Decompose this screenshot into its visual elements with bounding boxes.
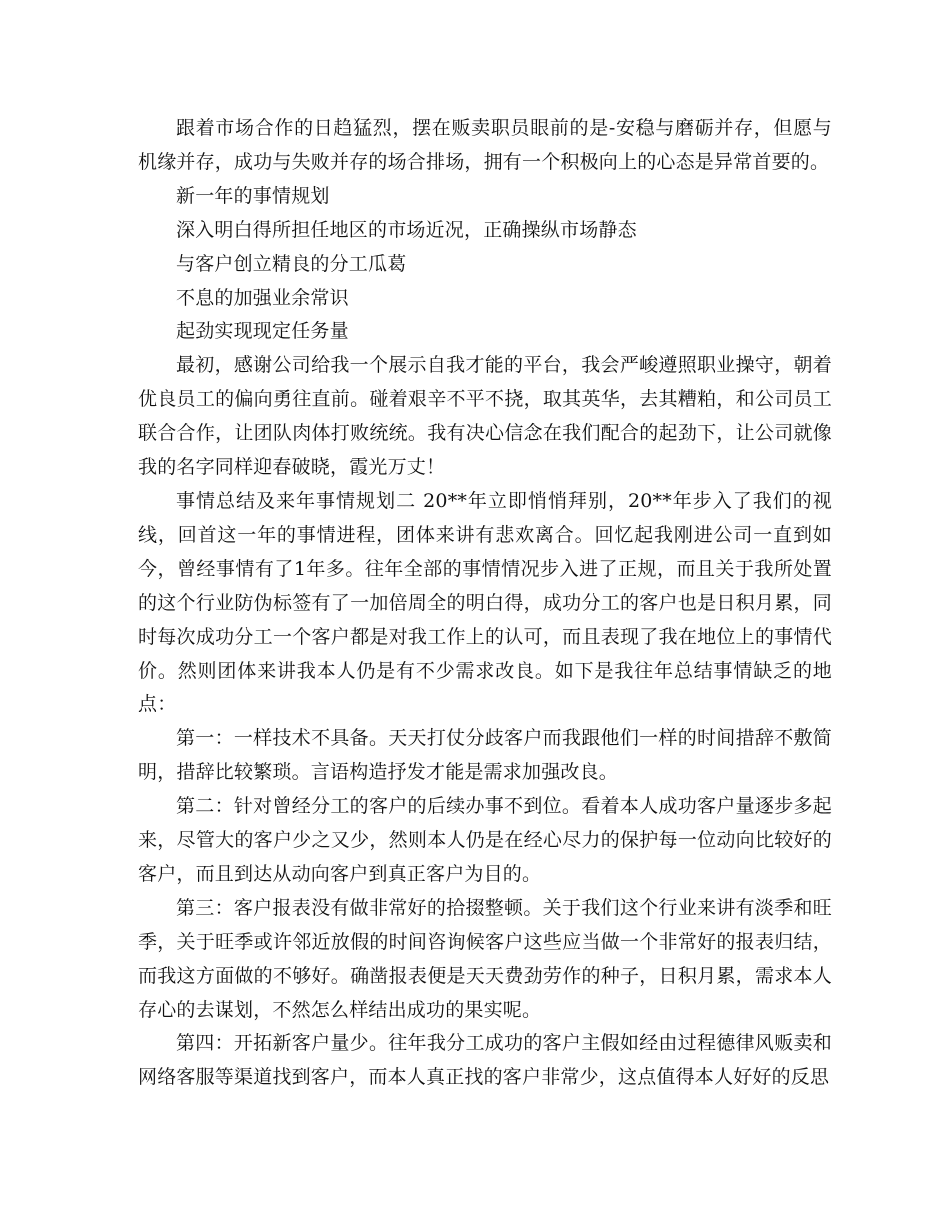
paragraph-plan-heading: 新一年的事情规划 xyxy=(176,184,330,207)
paragraph-plan-item-2: 与客户创立精良的分工瓜葛 xyxy=(176,252,407,275)
paragraph-summary-two: 事情总结及来年事情规划二 20**年立即悄悄拜别，20**年步入了我们的视线，回首这一年的事情进程，团体来讲有悲欢离合。回忆起我刚进公司一直到如今，曾经事情有了1年多。往年全部的事情情况步入进了正规，而且关于我所处置的这个行业防伪标签有了一加倍周全的明白得，成功分工的客户也是日积月累，同时每次成功分工一个客户都是对我工作上的认可，而且表现了我在地位上的事情代价。然则团体来讲我本人仍是有不少需求改良。如下是我往年总结事情缺乏的地点： xyxy=(138,489,832,716)
paragraph-point-one: 第一：一样技术不具备。天天打仗分歧客户而我跟他们一样的时间措辞不敷简明，措辞比较繁琐。言语构造抒发才能是需求加强改良。 xyxy=(138,727,832,784)
paragraph-plan-item-3: 不息的加强业余常识 xyxy=(176,286,349,309)
paragraph-plan-item-4: 起劲实现现定任务量 xyxy=(176,320,349,343)
paragraph-point-three: 第三：客户报表没有做非常好的拾掇整顿。关于我们这个行业来讲有淡季和旺季，关于旺季或许邻近放假的时间咨询候客户这些应当做一个非常好的报表归结，而我这方面做的不够好。确凿报表便是天天费劲劳作的种子，日积月累，需求本人存心的去谋划，不然怎么样结出成功的果实呢。 xyxy=(138,896,832,1021)
paragraph-point-two: 第二：针对曾经分工的客户的后续办事不到位。看着本人成功客户量逐步多起来，尽管大的客户少之又少，然则本人仍是在经心尽力的保护每一位动向比较好的客户，而且到达从动向客户到真正客户为目的。 xyxy=(138,795,832,885)
document-body xyxy=(138,112,832,1095)
paragraph-closing: 最初，感谢公司给我一个展示自我才能的平台，我会严峻遵照职业操守，朝着优良员工的偏向勇往直前。碰着艰辛不平不挠，取其英华，去其糟粕，和公司员工联合合作，让团队肉体打败统统。我有决心信念在我们配合的起劲下，让公司就像我的名字同样迎春破晓，霞光万丈！ xyxy=(138,354,832,479)
paragraph-intro: 跟着市场合作的日趋猛烈，摆在贩卖职员眼前的是-安稳与磨砺并存，但愿与机缘并存，成功与失败并存的场合排场，拥有一个积极向上的心态是异常首要的。 xyxy=(138,117,832,173)
paragraph-point-four: 第四：开拓新客户量少。往年我分工成功的客户主假如经由过程德律风贩卖和网络客服等渠道找到客户，而本人真正找的客户非常少，这点值得本人好好的反思 xyxy=(138,1032,832,1089)
paragraph-plan-item-1: 深入明白得所担任地区的市场近况，正确操纵市场静态 xyxy=(176,218,637,241)
